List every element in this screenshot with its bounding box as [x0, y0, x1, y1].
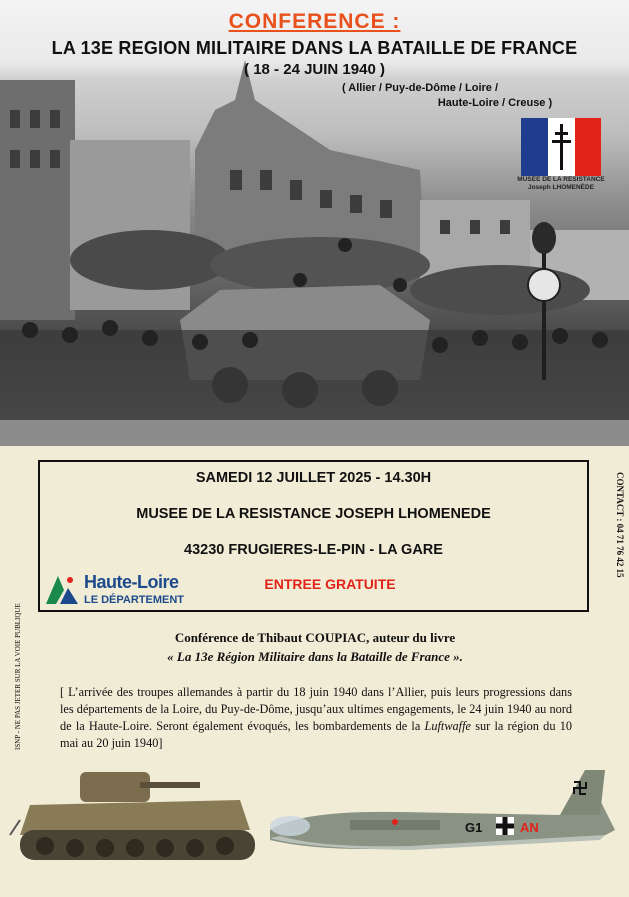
museum-name-line-2: Joseph LHOMENÈDE	[527, 184, 595, 191]
conference-description	[60, 684, 572, 752]
museum-name-line-1: MUSÉE DE LA RÉSISTANCE	[517, 176, 605, 183]
conference-subtitle: LA 13E REGION MILITAIRE DANS LA BATAILLE DE FRANCE	[51, 38, 578, 58]
haute-loire-department: LE DÉPARTEMENT	[84, 594, 185, 606]
description-italic: Luftwaffe	[424, 719, 471, 733]
haute-loire-logo-icon	[44, 572, 82, 606]
aircraft-illustration	[270, 770, 615, 850]
conference-author: Conférence de Thibaut COUPIAC, auteur du livre	[174, 630, 456, 645]
bottom-illustrations	[0, 760, 629, 892]
contact-phone: CONTACT : 04 71 76 42 15	[615, 472, 625, 578]
book-title: « La 13e Région Militaire dans la Bataille de France ».	[167, 649, 463, 664]
regions-line-1: ( Allier / Puy-de-Dôme / Loire /	[341, 82, 499, 94]
header	[0, 10, 629, 78]
vehicle-illustrations	[0, 760, 629, 892]
conference-dates: ( 18 - 24 JUIN 1940 )	[244, 61, 385, 78]
cross-of-lorraine-icon	[548, 118, 575, 176]
tricolor-flag	[521, 118, 601, 176]
event-info-box	[38, 460, 589, 612]
description-text-1: [ L’arrivée des troupes allemandes à partir du 18 juin 1940 dans l’Allier, puis leurs progressions dans les départements de la Loire, du Puy-de-Dôme, jusqu’aux ultimes engagements, le 24 juin 1940 au nord de la Haute-Loire. Seront également évoqués, les bombardements de la	[60, 685, 572, 733]
description-text-2: sur la région du 10 mai au 20 juin 1940]	[60, 719, 572, 750]
museum-logo	[516, 118, 606, 198]
aircraft-code-right: AN	[520, 820, 539, 835]
haute-loire-logo	[44, 572, 194, 608]
print-notice: ISNP - NE PAS JETER SUR LA VOIE PUBLIQUE	[14, 603, 22, 750]
haute-loire-name: Haute-Loire	[84, 572, 179, 592]
event-place: MUSEE DE LA RESISTANCE JOSEPH LHOMENEDE	[136, 506, 491, 522]
aircraft-code-left: G1	[465, 820, 483, 835]
tank-illustration	[10, 772, 255, 860]
event-address: 43230 FRUGIERES-LE-PIN - LA GARE	[184, 542, 443, 558]
regions-line-2: Haute-Loire / Creuse )	[437, 97, 553, 109]
event-datetime: SAMEDI 12 JUILLET 2025 - 14.30H	[195, 470, 432, 486]
free-entry: ENTREE GRATUITE	[264, 576, 396, 592]
conference-title: CONFERENCE :	[228, 10, 401, 33]
